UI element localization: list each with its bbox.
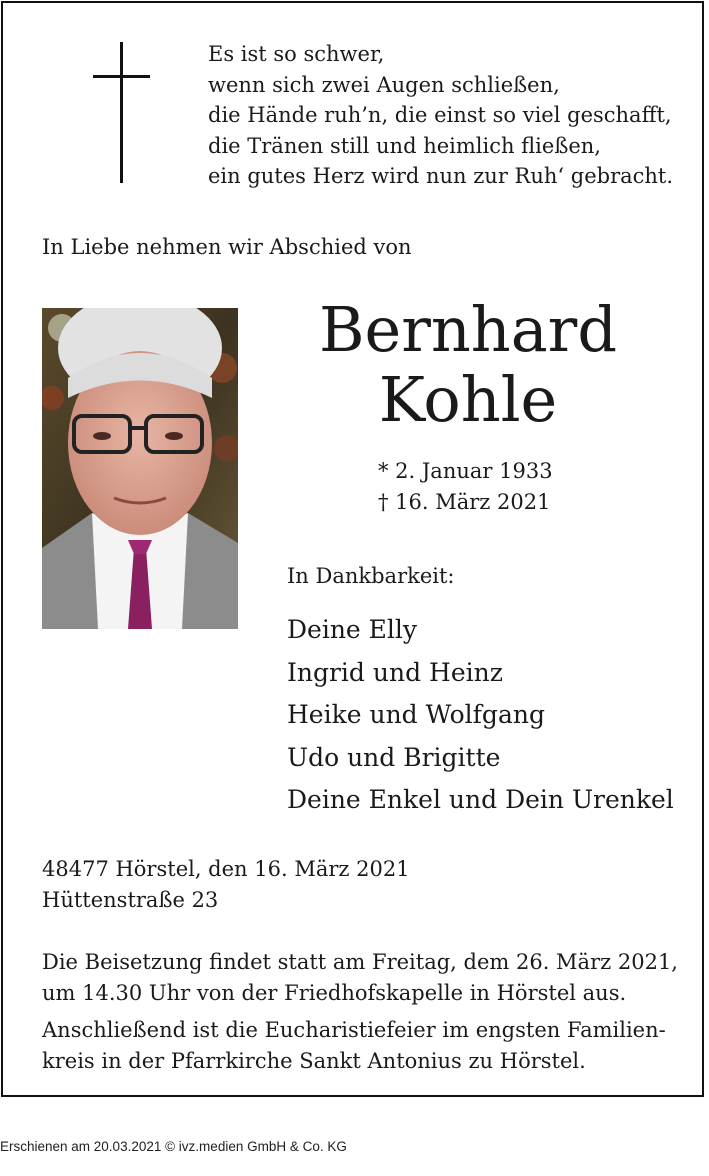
mourner-item: Deine Elly	[287, 615, 418, 644]
mourner-item: Heike und Wolfgang	[287, 700, 545, 729]
mourner-item: Ingrid und Heinz	[287, 657, 503, 687]
deceased-name	[273, 295, 663, 435]
poem-line: ein gutes Herz wird nun zur Ruh‘ gebracht.	[208, 164, 674, 188]
mourner-item: Deine Enkel und Dein Urenkel	[287, 785, 674, 814]
burial-line: um 14.30 Uhr von der Friedhofskapelle in Hörstel aus.	[42, 980, 627, 1005]
life-dates	[378, 456, 553, 518]
obituary-frame	[1, 1, 704, 1097]
eucharist-line: kreis in der Pfarrkirche Sankt Antonius zu Hörstel.	[42, 1048, 586, 1073]
burial-line: Die Beisetzung findet statt am Freitag, dem 26. März 2021,	[42, 950, 678, 974]
first-name: Bernhard	[318, 293, 618, 366]
death-date: † 16. März 2021	[378, 490, 551, 514]
poem-line: Es ist so schwer,	[208, 42, 385, 66]
address	[42, 854, 410, 916]
poem-line: die Hände ruh’n, die einst so viel geschafft,	[208, 103, 672, 127]
portrait-photo	[42, 308, 238, 629]
poem-line: wenn sich zwei Augen schließen,	[208, 72, 560, 97]
address-line: 48477 Hörstel, den 16. März 2021	[42, 857, 410, 881]
intro-text: In Liebe nehmen wir Abschied von	[42, 235, 412, 259]
mourner-item: Udo und Brigitte	[287, 742, 501, 772]
poem	[208, 39, 673, 192]
mourners-list	[287, 609, 674, 822]
eucharist-line: Anschließend ist die Eucharistiefeier im engsten Familien-	[42, 1018, 666, 1042]
eucharist-info	[42, 1015, 666, 1076]
poem-line: die Tränen still und heimlich fließen,	[208, 133, 601, 158]
address-line: Hüttenstraße 23	[42, 888, 219, 912]
birth-date: * 2. Januar 1933	[378, 459, 553, 483]
burial-info	[42, 947, 678, 1008]
last-name: Kohle	[378, 363, 558, 436]
thanks-label: In Dankbarkeit:	[287, 564, 455, 588]
publication-footer: Erschienen am 20.03.2021 © ivz.medien GmbH & Co. KG	[0, 1139, 347, 1154]
